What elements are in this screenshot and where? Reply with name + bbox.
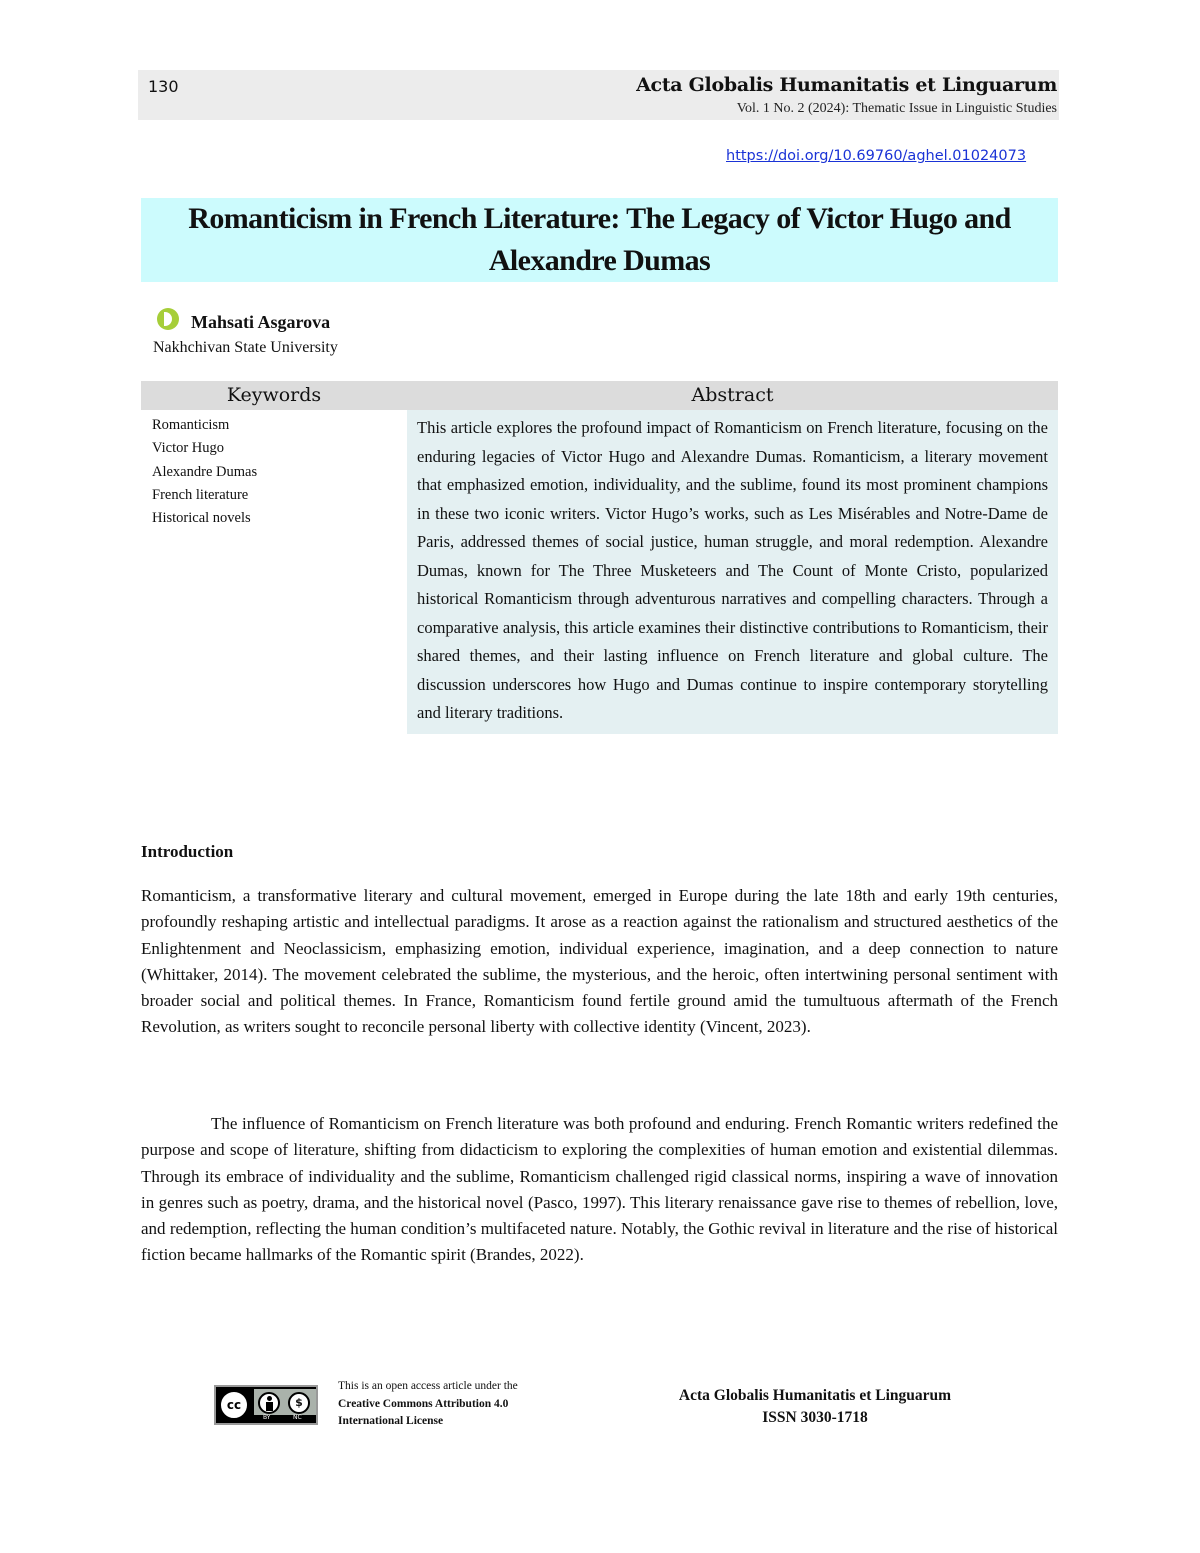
cc-labels <box>254 1415 316 1423</box>
cc-by-nc-license-icon[interactable] <box>214 1385 318 1425</box>
license-line: This is an open access article under the <box>338 1380 518 1392</box>
journal-title: Acta Globalis Humanitatis et Linguarum <box>636 74 1057 96</box>
license-notice <box>338 1378 518 1431</box>
by-label: BY <box>263 1414 271 1421</box>
footer-journal-name: Acta Globalis Humanitatis et Linguarum <box>678 1387 952 1404</box>
footer-issn: ISSN 3030-1718 <box>762 1409 868 1426</box>
keywords-header: Keywords <box>226 384 322 406</box>
keywords-list <box>141 410 407 734</box>
license-link[interactable]: Creative Commons Attribution 4.0 <box>338 1397 509 1410</box>
keyword-item: Romanticism <box>152 417 230 433</box>
cc-symbol-icon: cc <box>219 1390 249 1420</box>
keyword-item: Victor Hugo <box>152 440 225 457</box>
attribution-icon <box>258 1392 280 1414</box>
keyword-item: Alexandre Dumas <box>152 463 258 480</box>
license-link[interactable]: International License <box>338 1415 444 1427</box>
title-box <box>141 198 1058 282</box>
abstract-text: This article explores the profound impact of Romanticism on French literature, focusing on the enduring legacies of Victor Hugo and Alexandre Dumas. Romanticism, a literary movement that emphasized emotion, individuality, and the sublime, found its most prominent champions in these two iconic writers. Victor Hugo’s works, such as Les Misérables and Notre-Dame de Paris, addressed themes of social justice, human struggle, and moral redemption. Alexandre Dumas, known for The Three Musketeers and The Count of Monte Cristo, popularized historical Romanticism through adventurous narratives and compelling characters. Through a comparative analysis, this article examines their distinctive contributions to Romanticism, their shared themes, and their lasting influence on French literature and global culture. The discussion underscores how Hugo and Dumas continue to inspire contemporary storytelling and literary traditions. <box>417 418 1048 722</box>
page-number: 130 <box>148 77 179 96</box>
doi-link[interactable]: https://doi.org/10.69760/aghel.01024073 <box>726 148 1027 164</box>
author-name: Mahsati Asgarova <box>191 312 331 332</box>
introduction-heading: Introduction <box>141 842 234 861</box>
running-header <box>138 70 1059 120</box>
abstract-header: Abstract <box>691 384 774 406</box>
orcid-icon[interactable] <box>157 308 179 330</box>
nc-label: NC <box>293 1414 302 1421</box>
body-paragraph: The influence of Romanticism on French literature was both profound and enduring. French Romantic writers redefined the purpose and scope of literature, shifting from didacticism to exploring the complexities of human emotion and existential dilemmas. Through its embrace of individuality and the sublime, Romanticism challenged rigid classical norms, inspiring a wave of innovation in genres such as poetry, drama, and the historical novel (Pasco, 1997). This literary renaissance gave rise to themes of rebellion, love, and redemption, reflecting the human condition’s multifaceted nature. Notably, the Gothic revival in literature and the rise of historical fiction became hallmarks of the Romantic spirit (Brandes, 2022). <box>141 1114 1058 1265</box>
table-body <box>141 410 1058 734</box>
author-affiliation: Nakhchivan State University <box>153 339 338 356</box>
keyword-item: Historical novels <box>152 510 251 527</box>
body-paragraph: Romanticism, a transformative literary and cultural movement, emerged in Europe during the late 18th and early 19th centuries, profoundly reshaping artistic and intellectual paradigms. It arose as a reaction against the rationalism and structured aesthetics of the Enlightenment and Neoclassicism, emphasizing emotion, individual experience, imagination, and a deep connection to nature (Whittaker, 2014). The movement celebrated the sublime, the mysterious, and the heroic, often intertwining personal sentiment with broader social and political themes. In France, Romanticism found fertile ground amid the tumultuous aftermath of the French Revolution, as writers sought to reconcile personal liberty with collective identity (Vincent, 2023). <box>141 886 1058 1037</box>
table-header <box>141 381 1058 410</box>
article-title: Romanticism in French Literature: The Legacy of Victor Hugo and Alexandre Dumas <box>188 202 1011 277</box>
journal-issue: Vol. 1 No. 2 (2024): Thematic Issue in Linguistic Studies <box>736 101 1057 116</box>
keywords-abstract-table <box>141 381 1058 734</box>
cc-terms-panel <box>254 1389 316 1423</box>
noncommercial-icon: $ <box>288 1392 310 1414</box>
abstract-cell <box>407 410 1058 734</box>
keyword-item: French literature <box>152 486 249 503</box>
footer-journal-info <box>660 1385 970 1429</box>
